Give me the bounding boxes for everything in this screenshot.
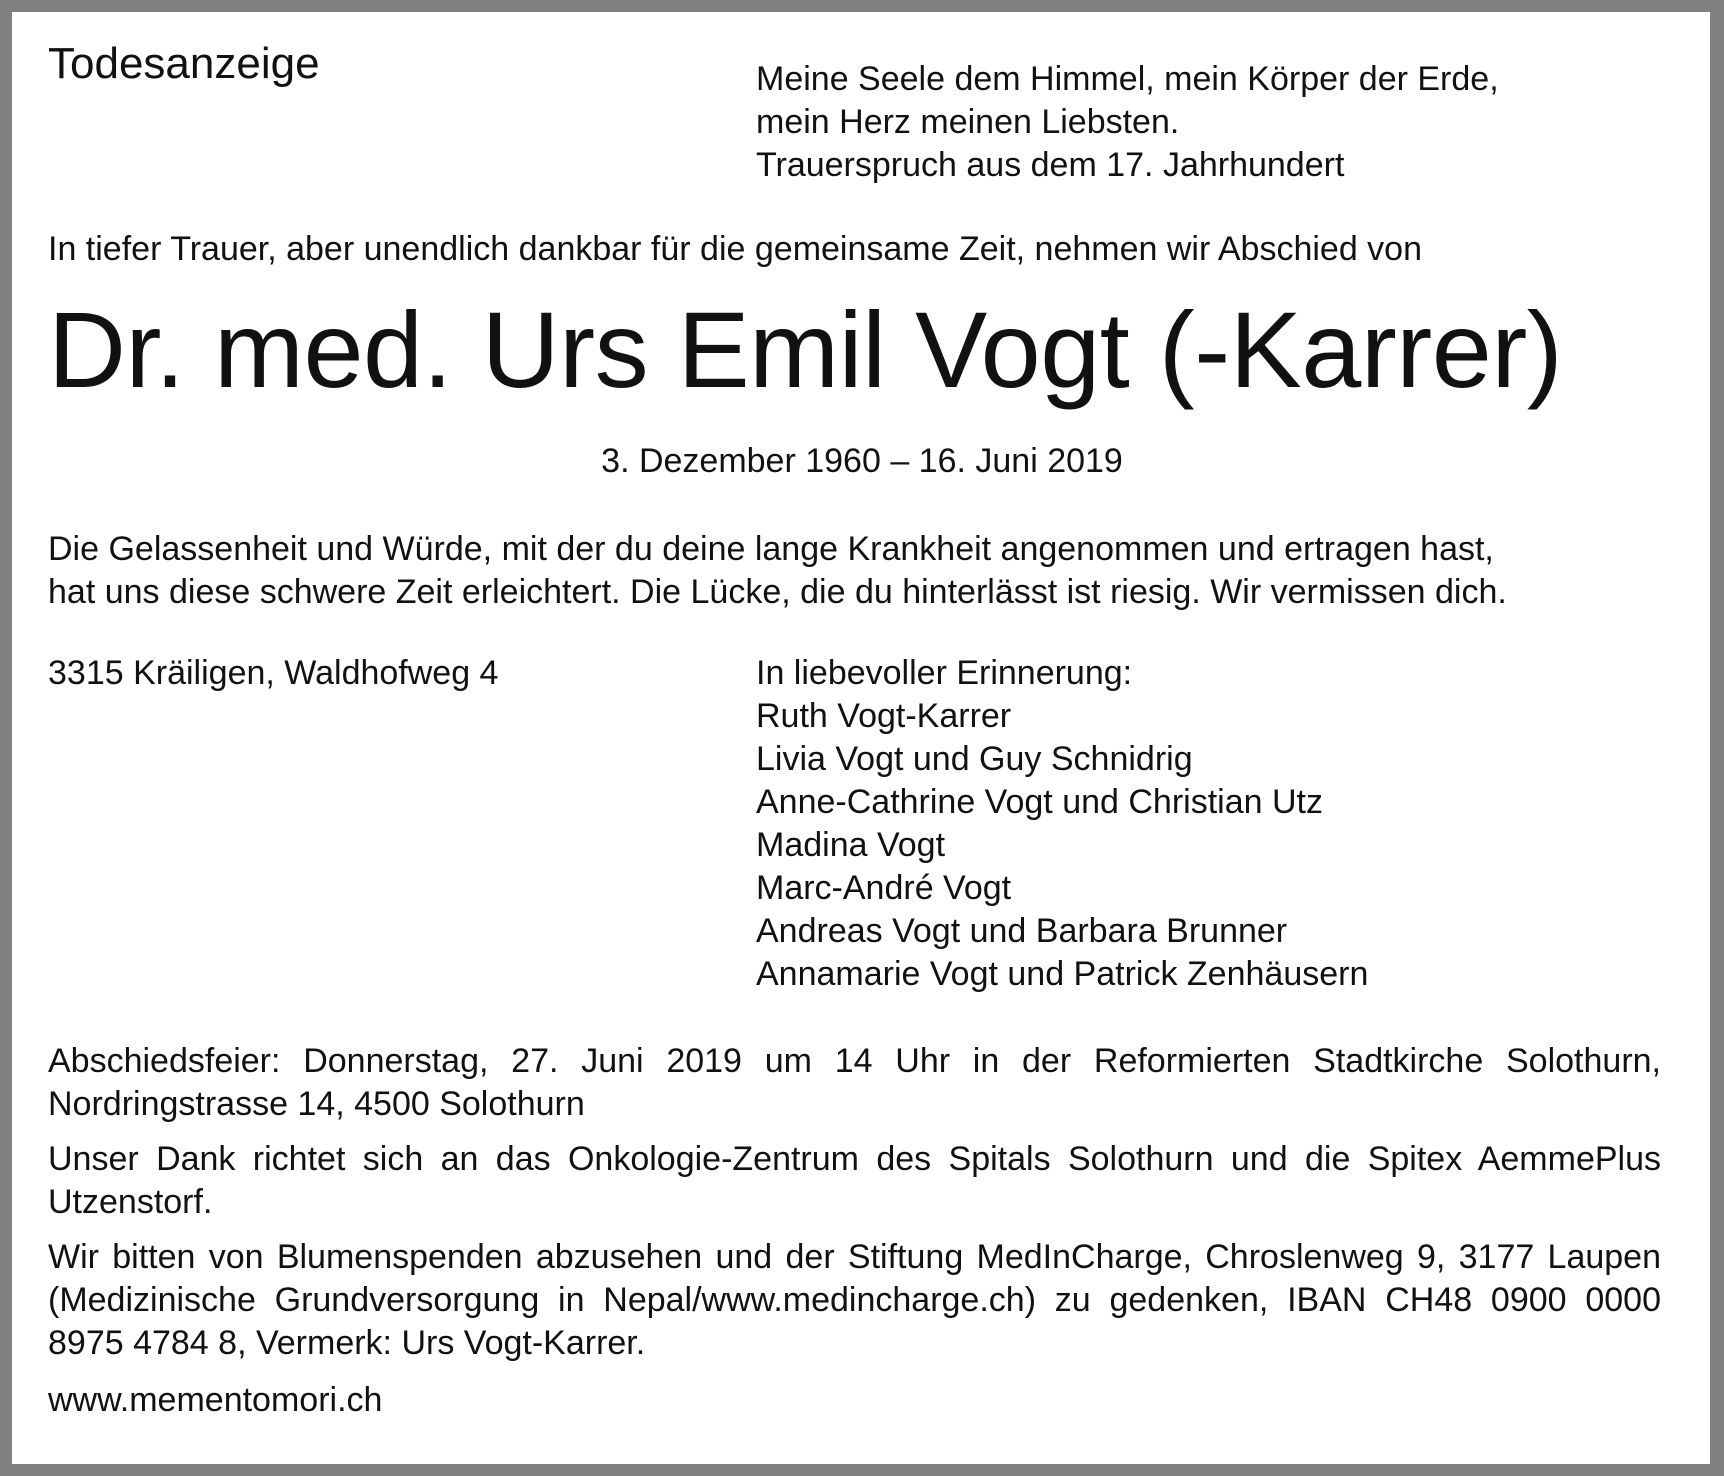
motto-quote [756, 58, 1499, 187]
tribute-line: hat uns diese schwere Zeit erleichtert. Die Lücke, die du hinterlässt ist riesig. Wir vermissen dich. [48, 573, 1507, 611]
mourner-name: Madina Vogt [756, 826, 946, 864]
mourner-name: Marc-André Vogt [756, 869, 1012, 907]
remembrance-list [756, 652, 1368, 996]
motto-source: Trauerspruch aus dem 17. Jahrhundert [756, 146, 1345, 184]
page-title: Todesanzeige [48, 39, 320, 88]
life-dates: 3. Dezember 1960 – 16. Juni 2019 [601, 442, 1123, 480]
tribute-line: Die Gelassenheit und Würde, mit der du deine lange Krankheit angenommen und ertragen hast, [48, 530, 1494, 568]
website-link[interactable]: www.mementomori.ch [48, 1381, 383, 1419]
tribute-text [48, 528, 1507, 614]
ceremony-notice: Abschiedsfeier: Donnerstag, 27. Juni 2019 um 14 Uhr in der Reformierten Stadtkirche Solothurn, Nordringstrasse 14, 4500 Solothurn [48, 1042, 1661, 1123]
mourner-name: Ruth Vogt-Karrer [756, 697, 1012, 735]
motto-line: Meine Seele dem Himmel, mein Körper der Erde, [756, 60, 1499, 98]
remembrance-heading: In liebevoller Erinnerung: [756, 654, 1133, 692]
deceased-name: Dr. med. Urs Emil Vogt (-Karrer) [48, 289, 1563, 410]
mourner-name: Livia Vogt und Guy Schnidrig [756, 740, 1193, 778]
donation-notice: Wir bitten von Blumenspenden abzusehen und der Stiftung MedInCharge, Chroslenweg 9, 3177 Laupen (Medizinische Grundversorgung in Nepal/www.medincharge.ch) zu gedenken, IBAN CH48 0900 0000 8975 4784 8, Vermerk: Urs Vogt-Karrer. [48, 1238, 1661, 1362]
mourner-name: Annamarie Vogt und Patrick Zenhäusern [756, 955, 1369, 993]
family-address: 3315 Kräiligen, Waldhofweg 4 [48, 654, 499, 692]
mourner-name: Anne-Cathrine Vogt und Christian Utz [756, 783, 1323, 821]
thanks-notice: Unser Dank richtet sich an das Onkologie-Zentrum des Spitals Solothurn und die Spitex AemmePlus Utzenstorf. [48, 1140, 1661, 1221]
intro-text: In tiefer Trauer, aber unendlich dankbar für die gemeinsame Zeit, nehmen wir Abschied von [48, 230, 1422, 268]
mourner-name: Andreas Vogt und Barbara Brunner [756, 912, 1288, 950]
motto-line: mein Herz meinen Liebsten. [756, 103, 1180, 141]
